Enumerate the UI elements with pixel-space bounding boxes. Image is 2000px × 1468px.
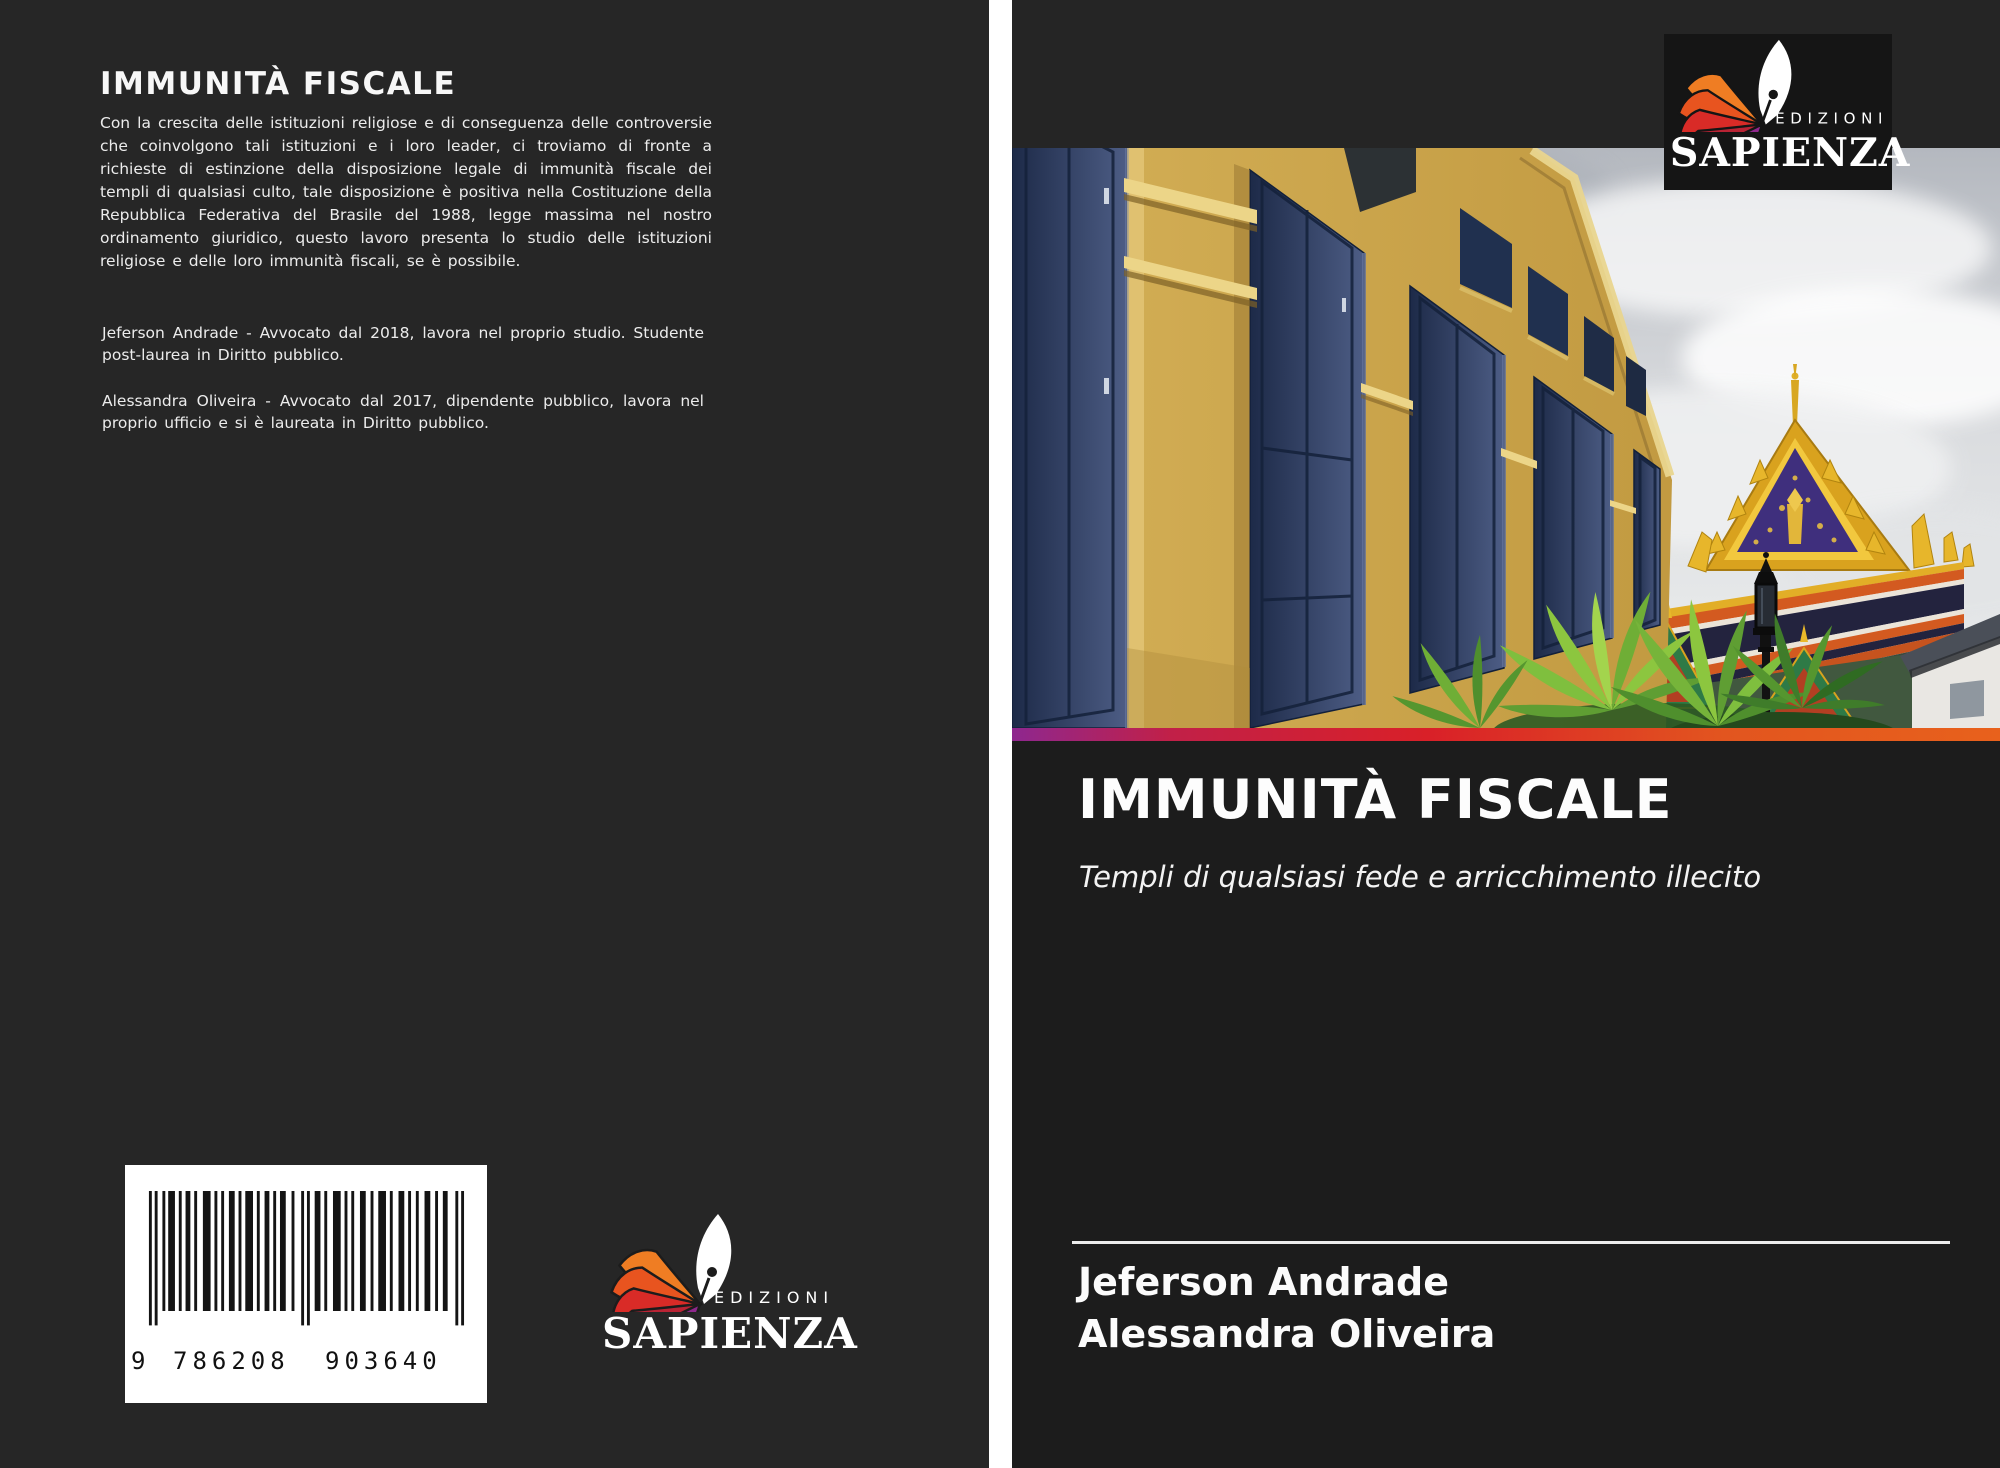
back-cover-panel — [0, 0, 989, 1468]
author-bio-2: Alessandra Oliveira - Avvocato dal 2017, dipendente pubblico, lavora nel proprio ufficio e si è laureata in Diritto pubblico. — [102, 392, 704, 432]
publisher-logo-front — [1668, 38, 1911, 179]
publisher-edizioni-label: EDIZIONI — [1775, 109, 1889, 128]
publisher-logo-back — [600, 1212, 858, 1362]
publisher-logo-box — [1664, 34, 1911, 190]
isbn-barcode — [125, 1165, 487, 1403]
author-divider-line — [1072, 1241, 1950, 1244]
author-bio-1: Jeferson Andrade - Avvocato dal 2018, lavora nel proprio studio. Studente post-laurea in Diritto pubblico. — [102, 324, 704, 364]
barcode-bars-icon — [147, 1191, 465, 1343]
barcode-digit-prefix: 9 — [131, 1347, 146, 1375]
author-names — [1078, 1256, 1495, 1360]
barcode-digit-group1: 786208 — [173, 1347, 290, 1375]
spine — [989, 0, 1012, 1468]
author-bios — [102, 322, 704, 434]
back-description: Con la crescita delle istituzioni religiose e di conseguenza delle controversie che coinvolgono tali istituzioni e i loro leader, ci troviamo di fronte a richieste di estinzione della disposizione legale di immunità fiscale dei templi di qualsiasi culto, tale disposizione è positiva nella Costituzione della Repubblica Federativa del Brasile del 1988, legge massima nel nostro ordinamento giuridico, questo lavoro presenta lo studio delle istituzioni religiose e delle loro immunità fiscali, se è possibile. — [100, 114, 712, 270]
author-name-2: Alessandra Oliveira — [1078, 1312, 1496, 1356]
publisher-sapienza-label: SAPIENZA — [1669, 129, 1911, 176]
front-cover-panel — [1012, 0, 2000, 1468]
author-name-1: Jeferson Andrade — [1078, 1260, 1449, 1304]
cover-photo — [1012, 148, 2000, 728]
publisher-sapienza-label: SAPIENZA — [602, 1309, 858, 1358]
front-subtitle: Templi di qualsiasi fede e arricchimento illecito — [1079, 860, 1762, 894]
publisher-edizioni-label: EDIZIONI — [714, 1288, 835, 1307]
barcode-digits — [125, 1343, 487, 1383]
front-title: IMMUNITÀ FISCALE — [1078, 768, 1673, 831]
barcode-digit-group2: 903640 — [325, 1347, 442, 1375]
back-title: IMMUNITÀ FISCALE — [100, 66, 457, 102]
building — [1012, 148, 1672, 728]
accent-gradient-bar — [1012, 728, 2000, 741]
